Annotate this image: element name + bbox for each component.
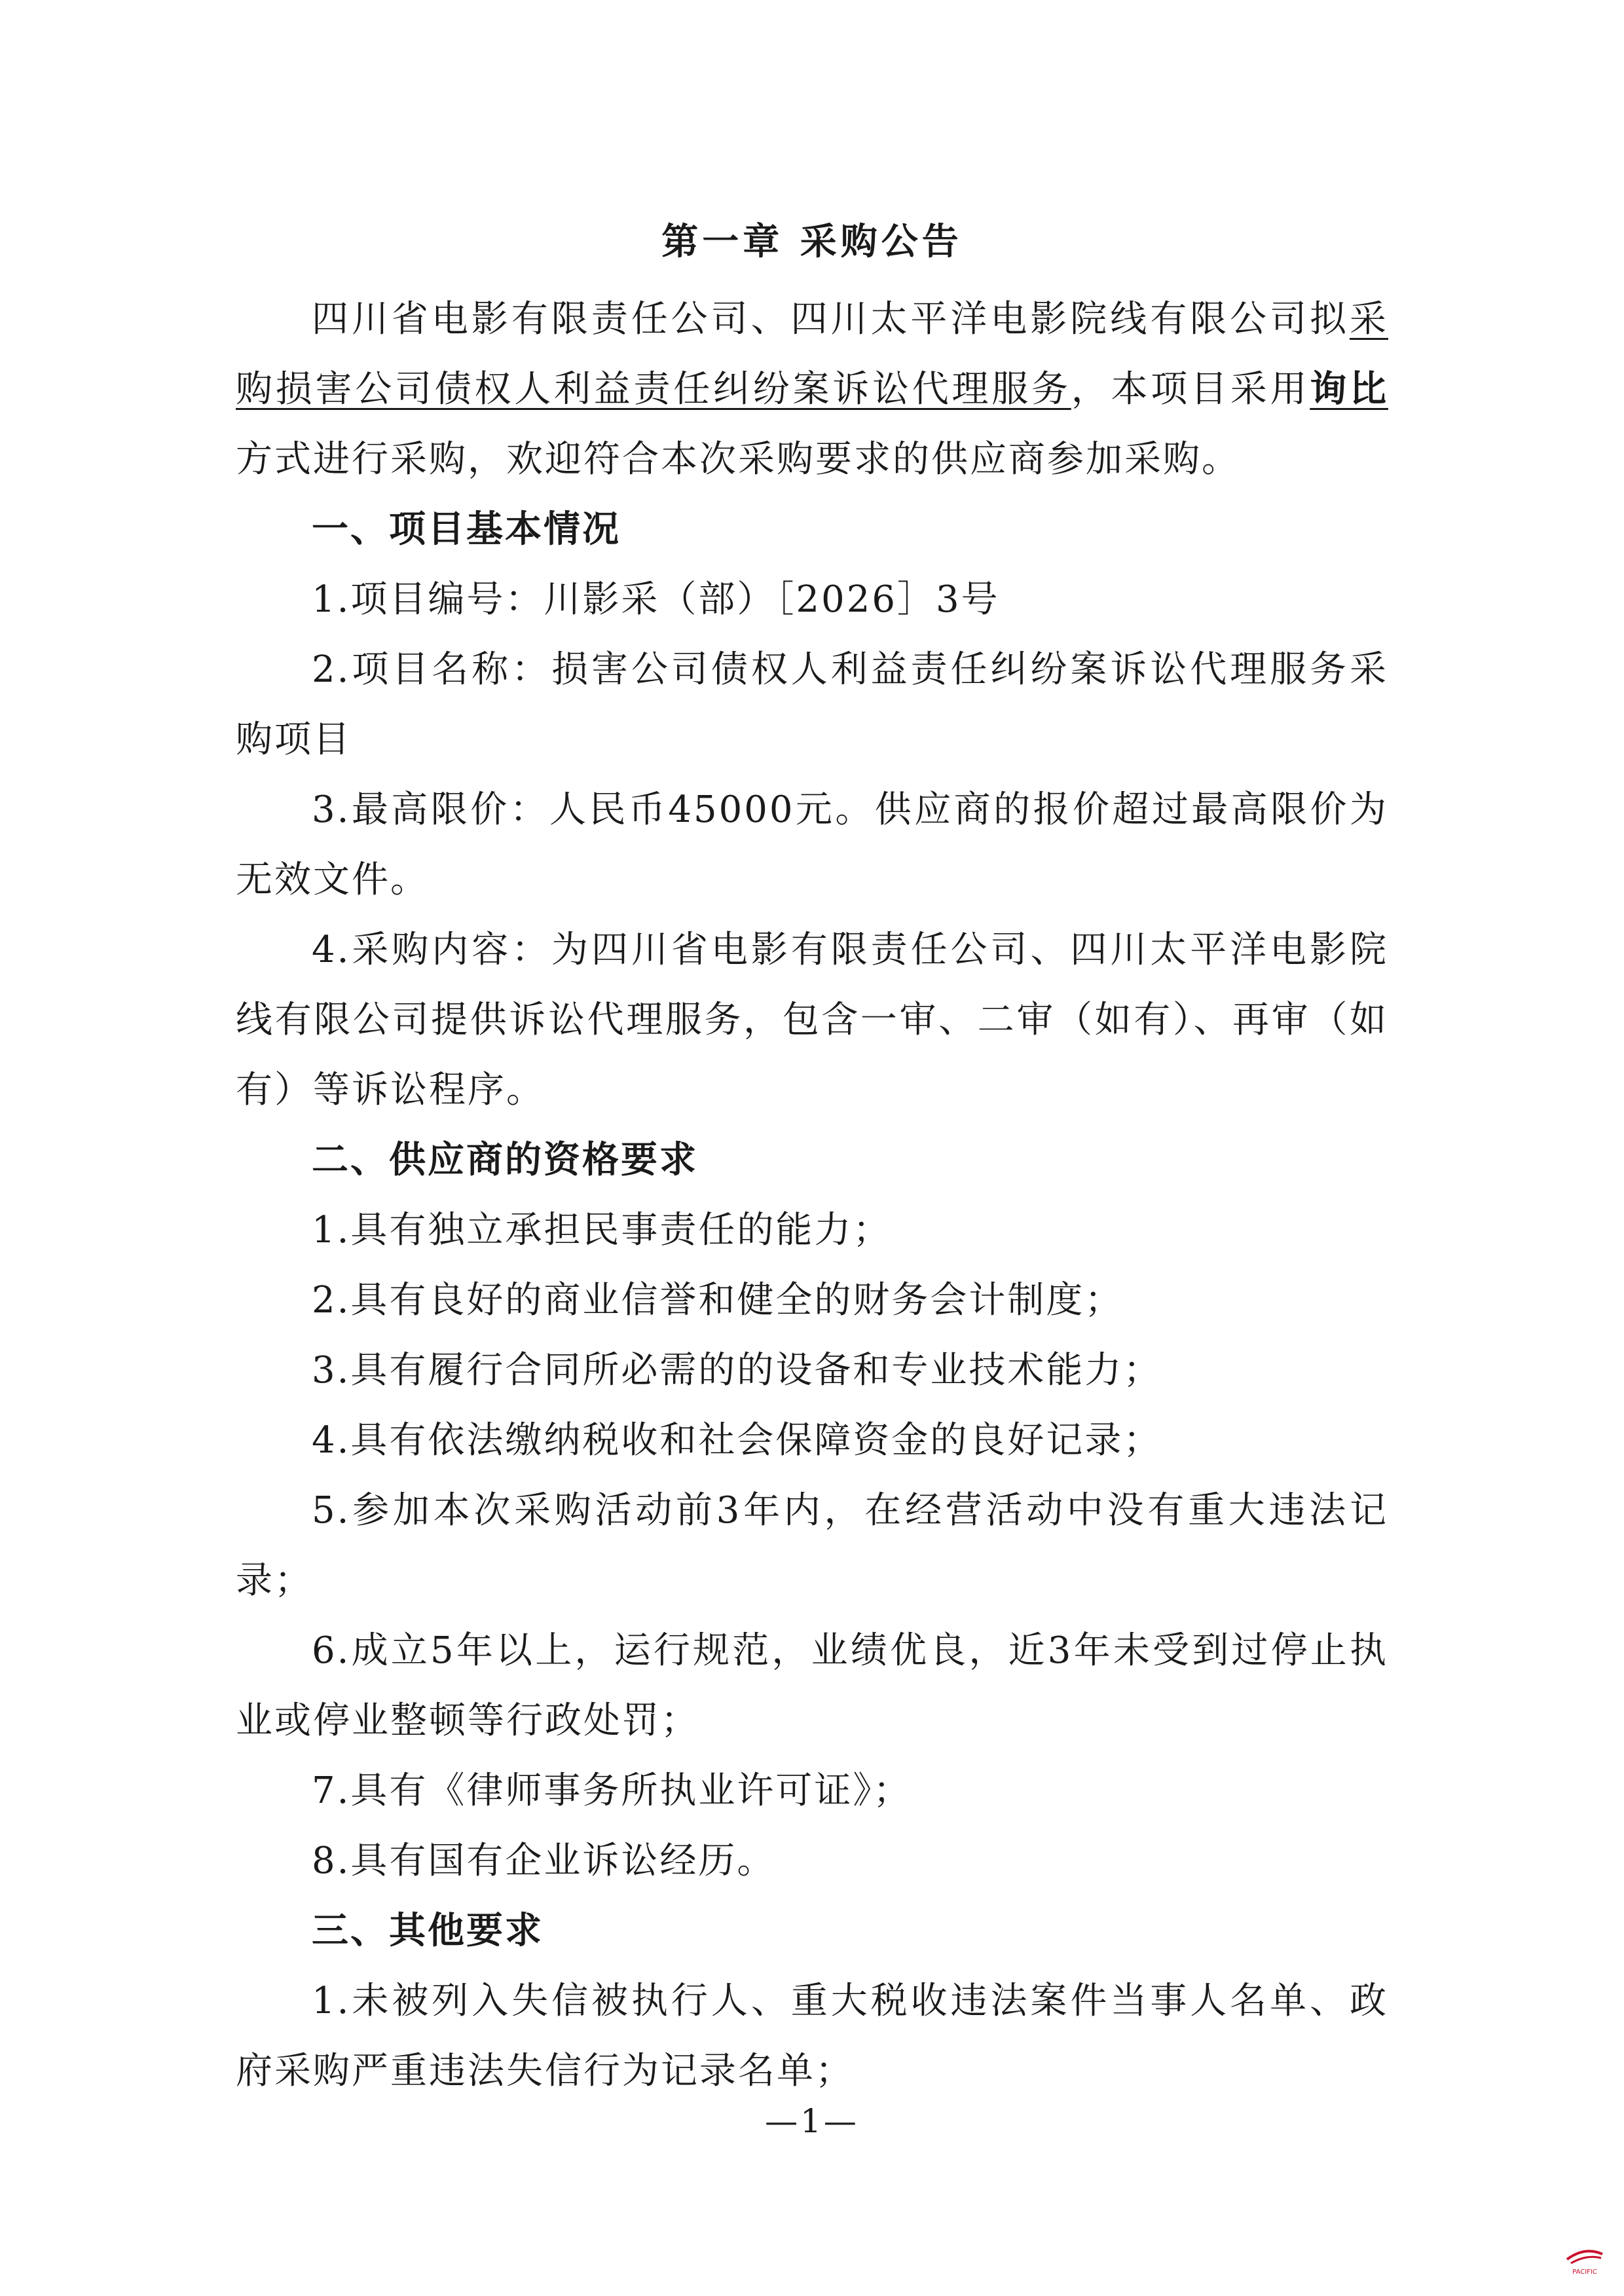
pacific-logo-icon (1562, 2240, 1608, 2279)
section-2-item-6: 6.成立5年以上，运行规范，业绩优良，近3年未受到过停止执业或停业整顿等行政处罚； (236, 1629, 1388, 1742)
intro-post: 方式进行采购，欢迎符合本次采购要求的供应商参加采购。 (236, 438, 1240, 481)
section-1-item-2: 2.项目名称：损害公司债权人利益责任纠纷案诉讼代理服务采购项目 (236, 648, 1388, 761)
section-2-item-2: 2.具有良好的商业信誉和健全的财务会计制度； (312, 1279, 1124, 1322)
intro-project-name: 采购损害公司债权人利益责任纠纷案诉讼代理服务 (236, 298, 1388, 411)
section-2-item-4: 4.具有依法缴纳税收和社会保障资金的良好记录； (312, 1419, 1162, 1462)
section-2-item-3: 3.具有履行合同所必需的的设备和专业技术能力； (312, 1349, 1162, 1392)
document-body (236, 210, 1388, 2106)
logo-text: PACIFIC (1572, 2268, 1597, 2276)
intro-mid: ，本项目采用 (1071, 368, 1310, 411)
section-heading-1: 一、项目基本情况 (312, 508, 621, 551)
section-1-item-4: 4.采购内容：为四川省电影有限责任公司、四川太平洋电影院线有限公司提供诉讼代理服务，包含一审、二审（如有）、再审（如有）等诉讼程序。 (236, 929, 1388, 1111)
section-2-item-8: 8.具有国有企业诉讼经历。 (312, 1840, 776, 1882)
section-1-item-1: 1.项目编号：川影采（部）［2026］3号 (312, 578, 1000, 621)
section-2-item-7: 7.具有《律师事务所执业许可证》； (312, 1769, 912, 1812)
section-1-item-3: 3.最高限价：人民币45000元。供应商的报价超过最高限价为无效文件。 (236, 788, 1388, 901)
section-2-item-5: 5.参加本次采购活动前3年内，在经营活动中没有重大违法记录； (236, 1489, 1388, 1602)
section-heading-2: 二、供应商的资格要求 (312, 1139, 698, 1181)
section-2-item-1: 1.具有独立承担民事责任的能力； (312, 1209, 892, 1251)
page-title: 第一章 采购公告 (661, 221, 963, 263)
intro-pre: 四川省电影有限责任公司、四川太平洋电影院线有限公司拟 (312, 298, 1350, 341)
intro-paragraph (236, 284, 1388, 494)
page-number: —1— (765, 2102, 859, 2140)
intro-method: 询比 (1310, 368, 1388, 411)
section-heading-3: 三、其他要求 (312, 1910, 544, 1952)
section-3-item-1: 1.未被列入失信被执行人、重大税收违法案件当事人名单、政府采购严重违法失信行为记录名单； (236, 1980, 1388, 2092)
